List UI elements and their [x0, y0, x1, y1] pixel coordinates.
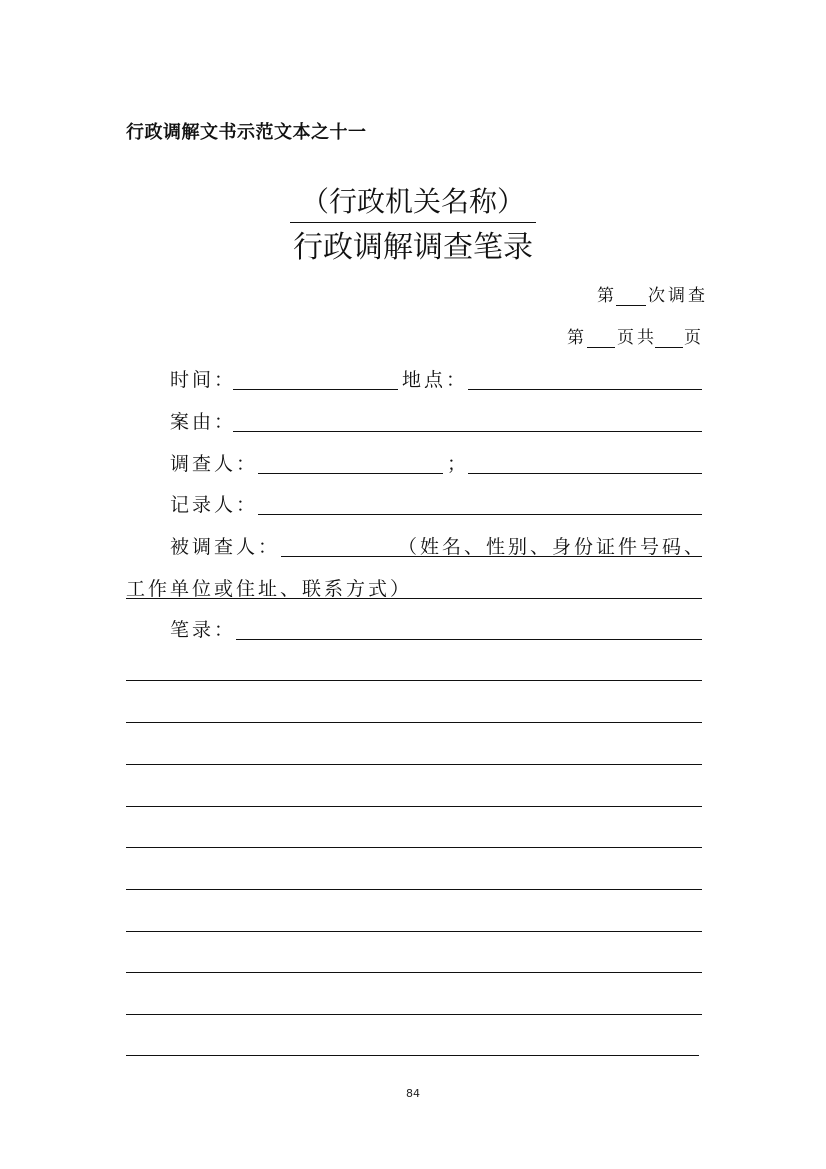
investigator-separator: ；: [447, 453, 470, 475]
notes-line[interactable]: [126, 847, 702, 848]
recorder-field[interactable]: [258, 514, 702, 515]
investigator-label: 调查人：: [170, 453, 259, 475]
notes-line[interactable]: [126, 1055, 699, 1056]
notes-field[interactable]: [236, 639, 702, 640]
investigator-field-2[interactable]: [468, 473, 702, 474]
agency-name-title: （行政机关名称）: [290, 182, 536, 223]
notes-line[interactable]: [126, 764, 702, 765]
respondent-hint-line-1: （姓名、性别、身份证件号码、: [398, 536, 707, 558]
notes-line[interactable]: [126, 722, 702, 723]
notes-line[interactable]: [126, 680, 702, 681]
page-current-blank[interactable]: [587, 347, 615, 348]
investigator-field-1[interactable]: [258, 473, 443, 474]
respondent-label: 被调查人：: [170, 536, 281, 558]
document-header: 行政调解文书示范文本之十一: [126, 122, 367, 143]
notes-line[interactable]: [126, 806, 702, 807]
case-field[interactable]: [233, 431, 702, 432]
notes-line[interactable]: [126, 931, 702, 932]
notes-line[interactable]: [126, 1014, 702, 1015]
page-info-middle: 页共: [617, 328, 657, 348]
page-info-prefix: 第: [567, 328, 587, 348]
notes-label: 笔录：: [170, 619, 237, 641]
respondent-field-continuation[interactable]: [126, 598, 702, 599]
survey-count-blank[interactable]: [616, 305, 646, 306]
record-title: 行政调解调查笔录: [293, 230, 533, 265]
respondent-hint-line-2: 工作单位或住址、联系方式）: [126, 578, 413, 600]
page-info-suffix: 页: [684, 328, 704, 348]
page-number: 84: [406, 1087, 420, 1100]
survey-count-prefix: 第: [597, 286, 617, 306]
recorder-label: 记录人：: [170, 494, 259, 516]
notes-line[interactable]: [126, 889, 702, 890]
case-label: 案由：: [170, 411, 237, 433]
time-field[interactable]: [233, 389, 398, 390]
place-field[interactable]: [468, 389, 702, 390]
place-label: 地点：: [402, 369, 469, 391]
survey-count-suffix: 次调查: [648, 286, 708, 306]
time-label: 时间：: [170, 369, 237, 391]
page-total-blank[interactable]: [655, 347, 683, 348]
notes-line[interactable]: [126, 972, 702, 973]
